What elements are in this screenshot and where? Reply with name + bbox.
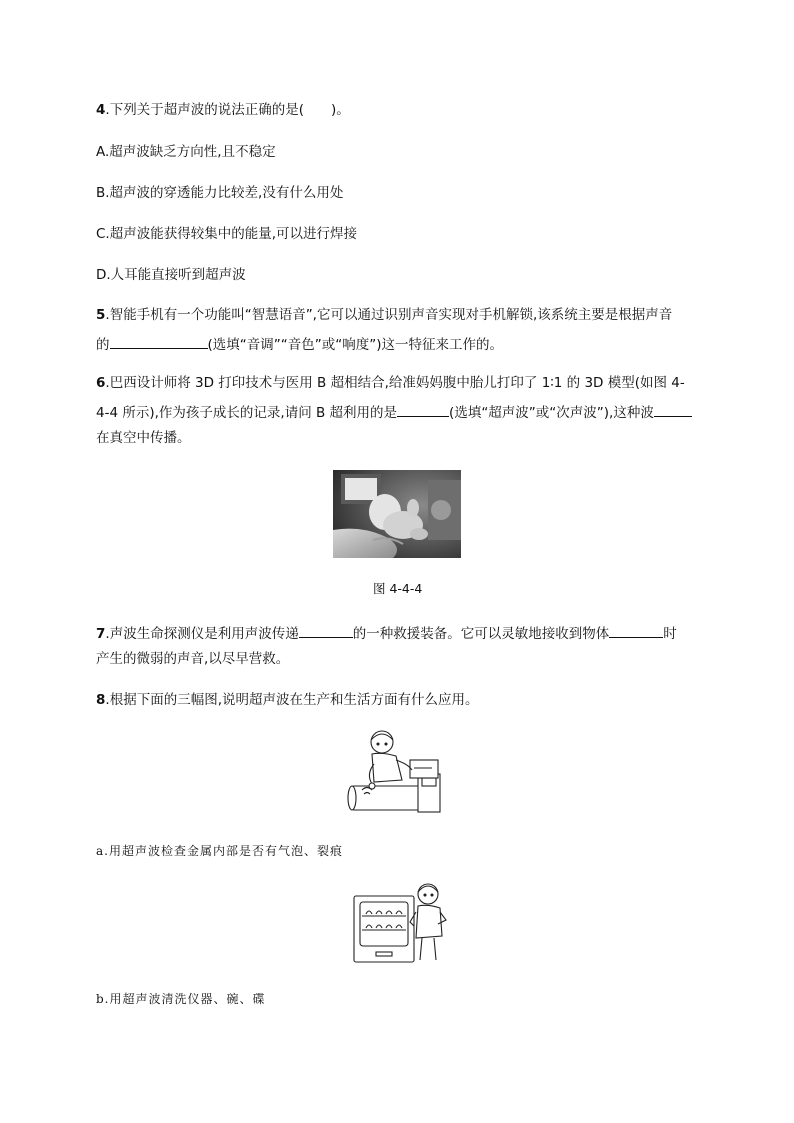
ultrasonic-cleaner-illustration (352, 880, 450, 966)
q5-line1 (96, 306, 672, 324)
figure-4-4-4-caption: 图 4-4-4 (373, 581, 423, 596)
q5-line2 (96, 334, 503, 354)
q8-stem (96, 691, 479, 709)
caption-b: b.用超声波清洗仪器、碗、碟 (96, 992, 266, 1006)
q7-line1-post: 时 (663, 626, 677, 642)
q5-number: 5 (96, 307, 106, 323)
q5-answer-blank[interactable] (110, 334, 208, 349)
q4-option-d: D.人耳能直接听到超声波 (96, 267, 246, 283)
fetus-3d-model-photo (333, 470, 461, 558)
q6-line2 (96, 402, 692, 422)
q6-line3: 在真空中传播。 (96, 430, 191, 446)
q6-line1 (96, 374, 685, 392)
q8-number: 8 (96, 692, 106, 708)
q4-stem-text: .下列关于超声波的说法正确的是( )。 (105, 102, 350, 118)
q7-line2: 产生的微弱的声音,以尽早营救。 (96, 651, 290, 667)
q7-line1 (96, 623, 677, 643)
q5-line2-pre: 的 (96, 337, 110, 353)
q6-number: 6 (96, 375, 106, 391)
q6-answer-blank-2[interactable] (654, 402, 692, 417)
q6-line2-pre: 4-4 所示),作为孩子成长的记录,请问 B 超利用的是 (96, 405, 398, 421)
q7-answer-blank-1[interactable] (299, 623, 353, 638)
q4-number: 4 (96, 102, 106, 118)
q7-line1-pre: .声波生命探测仪是利用声波传递 (105, 626, 299, 642)
q5-line1-text: .智能手机有一个功能叫“智慧语音”,它可以通过识别声音实现对手机解锁,该系统主要是根据声音 (105, 307, 673, 323)
q4-option-b: B.超声波的穿透能力比较差,没有什么用处 (96, 185, 344, 201)
q4-option-c: C.超声波能获得较集中的能量,可以进行焊接 (96, 226, 358, 242)
metal-inspection-illustration (344, 730, 450, 814)
q4-stem (96, 101, 350, 119)
q7-answer-blank-2[interactable] (609, 623, 663, 638)
q4-option-a: A.超声波缺乏方向性,且不稳定 (96, 144, 276, 160)
q8-stem-text: .根据下面的三幅图,说明超声波在生产和生活方面有什么应用。 (105, 692, 479, 708)
q6-line2-mid: (选填“超声波”或“次声波”),这种波 (449, 405, 654, 421)
q6-line1-text: .巴西设计师将 3D 打印技术与医用 B 超相结合,给准妈妈腹中胎儿打印了 1∶1 的 3D 模型(如图 4- (105, 375, 685, 391)
q5-line2-post: (选填“音调”“音色”或“响度”)这一特征来工作的。 (207, 337, 503, 353)
caption-a: a.用超声波检查金属内部是否有气泡、裂痕 (96, 844, 343, 858)
q6-answer-blank-1[interactable] (397, 402, 449, 417)
q7-line1-mid: 的一种救援装备。它可以灵敏地接收到物体 (352, 626, 610, 642)
q7-number: 7 (96, 626, 106, 642)
